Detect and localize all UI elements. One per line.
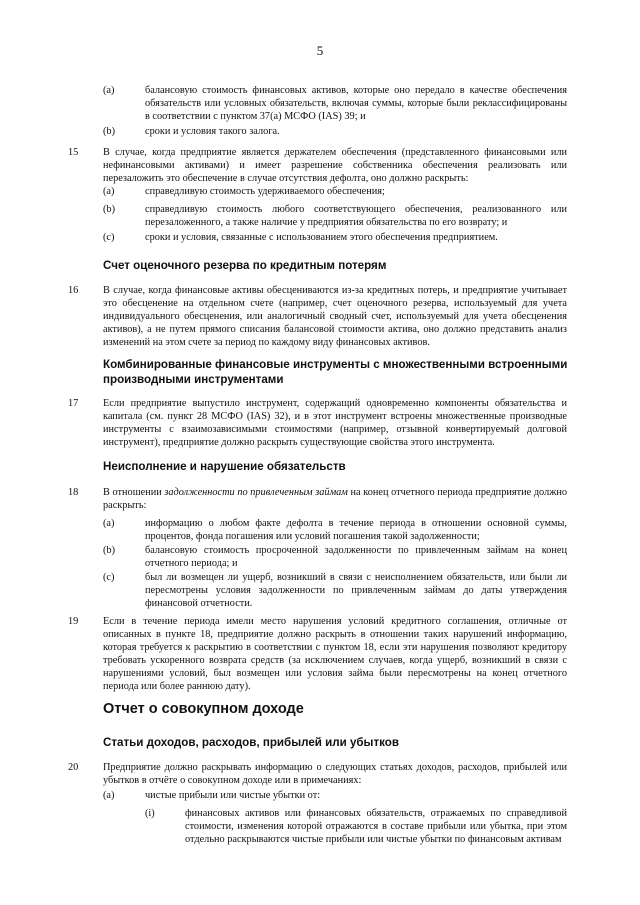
paragraph-text: Если в течение периода имели место нарушения условий кредитного соглашения, отличные от описанных в пункте 18, предприятие должно раскрыть в отношении таких нарушений информацию, которая требуется к раскрытию в соответствии с пунктом 18, если эти нарушения позволяют кредитору требовать ускоренного возврата средств (за исключением случаев, когда ущерб, возникший в связи с нарушениями условий, был возмещен или условия займа были пересмотрены на конец отчетного периода или более раннюю дату). [103,616,567,692]
paragraph-text: В случае, когда финансовые активы обесцениваются из-за кредитных потерь, и предприятие учитывает это обесценение на отдельном счете (например, счет оценочного резерва, используемый для учета индивидуального обесценения, или аналогичный сводный счет, используемый для учета обесценения активов), а не путем прямого списания балансовой стоимости актива, оно должно представить анализ изменений на этом счете за период по каждому виду финансовых активов. [103,285,567,348]
paragraph-number: 16 [68,285,79,296]
paragraph-number: 17 [68,398,79,409]
paragraph-number: 19 [68,616,79,627]
paragraph-text: В случае, когда предприятие является держателем обеспечения (представленного финансовыми или нефинансовыми активами) и имеет разрешение собственника обеспечения реализовать или перезаложить это обеспечение в случае отсутствия дефолта, оно должно раскрыть: [103,147,567,184]
item-text: балансовую стоимость просроченной задолженности по привлеченным займам на конец отчетного периода; и [145,545,567,569]
item-text: балансовую стоимость финансовых активов, которые оно передало в качестве обеспечения обязательств или условных обязательств, включая суммы, которые были реклассифицированы в соответствии с пунктом 37(a) МСФО (IAS) 39; и [145,85,567,122]
paragraph-text [103,486,567,512]
item-text: чистые прибыли или чистые убытки от: [145,790,321,801]
item-label: (a) [103,186,115,197]
item-text: сроки и условия такого залога. [145,126,280,137]
paragraph-text-end: на конец отчетного периода предприятие должно раскрыть: [103,487,567,511]
subitem-label: (i) [145,808,155,819]
item-label: (a) [103,790,115,801]
paragraph-number: 18 [68,487,79,498]
item-label: (b) [103,545,116,556]
item-text: справедливую стоимость любого соответствующего обеспечения, реализованного или перезаложенного, а также наличие у предприятия обязательства по его возврату; и [145,204,567,228]
paragraph-number: 15 [68,147,79,158]
item-text: информацию о любом факте дефолта в течение периода в отношении основной суммы, процентов, фонда погашения или условий погашения такой задолженности; [145,518,567,542]
item-label: (b) [103,204,116,215]
paragraph-text: Если предприятие выпустило инструмент, содержащий одновременно компоненты обязательства и капитала (см. пункт 28 МСФО (IAS) 32), и в этот инструмент встроены множественные производные инструменты с взаимозависимыми стоимостями (например, отзывной конвертируемый долговой инструмент), предприятие должно раскрыть существующие свойства этого инструмента. [103,398,567,448]
item-label: (b) [103,126,116,137]
emphasized-term: задолженности по привлеченным займам [164,487,348,498]
item-text: был ли возмещен ли ущерб, возникший в связи с неисполнением обязательств, или были ли пересмотрены условия задолженности по привлеченным займам до даты утверждения финансовой отчетности. [145,572,567,609]
section-heading: Счет оценочного резерва по кредитным потерям [103,259,387,272]
item-label: (c) [103,232,115,243]
section-heading: Неисполнение и нарушение обязательств [103,460,346,473]
major-heading: Отчет о совокупном доходе [103,701,304,717]
item-label: (c) [103,572,115,583]
item-text: справедливую стоимость удерживаемого обеспечения; [145,186,385,197]
section-heading: Комбинированные финансовые инструменты с множественными встроенными производными инструментами [103,358,568,386]
section-heading: Статьи доходов, расходов, прибылей или убытков [103,736,399,749]
item-label: (a) [103,85,115,96]
paragraph-text-start: В отношении [103,487,165,498]
subitem-text: финансовых активов или финансовых обязательств, отражаемых по справедливой стоимости, изменения которой отражаются в составе прибыли или убытка, при этом отдельно раскрываются чистые прибыли или чистые убытки по финансовым активам [185,808,567,845]
paragraph-text: Предприятие должно раскрывать информацию о следующих статьях доходов, расходов, прибылей или убытков в отчёте о совокупном доходе или в примечаниях: [103,762,567,786]
page-number: 5 [316,43,324,58]
item-label: (a) [103,518,115,529]
item-text: сроки и условия, связанные с использованием этого обеспечения предприятием. [145,232,498,243]
paragraph-number: 20 [68,762,79,773]
